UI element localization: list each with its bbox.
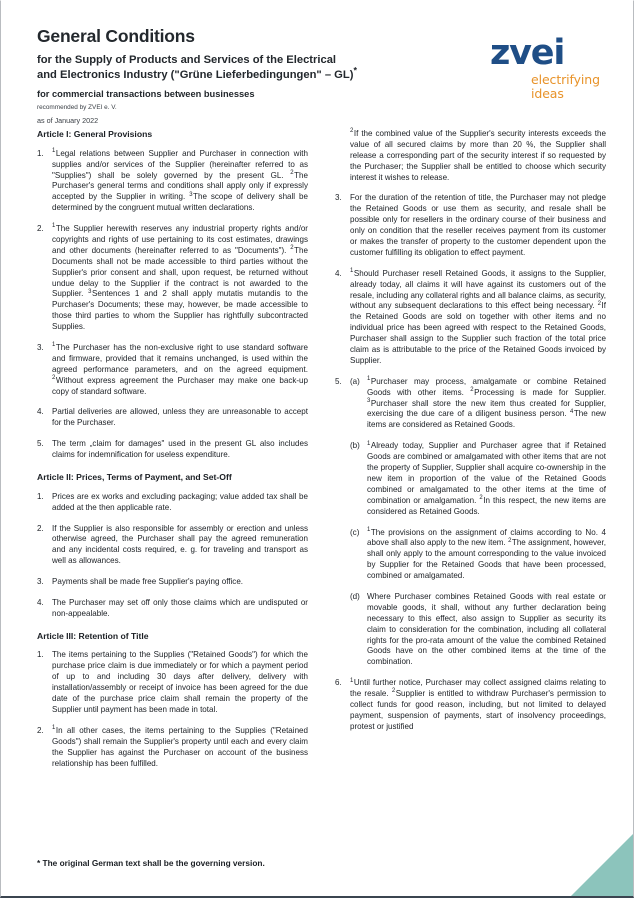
clause-number: 2. [37, 725, 44, 735]
footnote: * The original German text shall be the governing version. [37, 858, 265, 869]
sentence-number: 2 [290, 169, 294, 176]
numbered-clause [37, 577, 308, 588]
numbered-clause [335, 269, 606, 367]
clause-number [335, 592, 350, 668]
sentence-number: 2 [479, 495, 483, 502]
zvei-wordmark: zvei [490, 33, 565, 73]
page-title: General Conditions [37, 26, 195, 46]
sentence-number: 2 [290, 245, 294, 252]
clause-letter: (b) [350, 441, 360, 451]
sentence-number: 2 [391, 688, 396, 695]
zvei-logo [487, 33, 615, 102]
clause-text: $^1$Already today, Supplier and Purchaser agree that if Retained Goods are combined or amalgamated with other items that are not the property of Supplier, Supplier shall acquire co-ownership in the new item in proportion of the value of the Retained Goods combined or amalgamated to the other items at the time of combination or amalgamation. $^2$In this respect, the new items are considered as Retained Goods. [367, 440, 606, 516]
sentence-number: 1 [350, 677, 354, 684]
numbered-clause [37, 407, 308, 429]
sentence-number: 3 [367, 397, 371, 404]
document-scope-line: for commercial transactions between businesses [37, 88, 255, 99]
clause-number: 2. [37, 523, 44, 533]
article-2-items [37, 492, 308, 620]
article-1-items [37, 149, 308, 461]
document-recommended-by: recommended by ZVEI e. V. [37, 103, 117, 111]
clause-text: $^1$Purchaser may process, amalgamate or combine Retained Goods with other items. $^2$Processing is made for Supplier. $^3$Purchaser shall store the new item thus created for Supplier, exercising the due care of a diligent business person. $^4$The new items are considered as Retained Goods. [367, 376, 606, 430]
sentence-number: 1 [367, 440, 371, 447]
numbered-clause [335, 678, 606, 732]
clause-6-group [335, 678, 606, 732]
clause-number: 4. [37, 407, 44, 417]
clause-letter: (a) [350, 376, 360, 386]
clause-number: 1. [37, 148, 44, 158]
clause-number: 1. [37, 650, 44, 660]
article-3-items [37, 650, 308, 769]
clause-number: 1. [37, 491, 44, 501]
clause-text: $^2$If the combined value of the Supplier's security interests exceeds the value of all secured claims by more than 20 %, the Supplier shall release a corresponding part of the security interest if so requested by the Purchaser; the Supplier shall be entitled to choose which security interest it wishes to release. [350, 128, 606, 182]
document-body-columns [37, 129, 607, 855]
clause-text: $^1$Legal relations between Supplier and Purchaser in connection with supplies and/or services of the Supplier (hereinafter referred to as "Supplies") shall be solely governed by the present GL. $^2$The Purchaser's general terms and conditions shall apply only if expressly accepted by the Supplier in writing. $^3$The scope of delivery shall be determined by the congruent mutual written declarations. [52, 148, 308, 213]
zvei-tagline-line2: ideas [531, 86, 564, 102]
clause-text: Prices are ex works and excluding packaging; value added tax shall be added at the then applicable rate. [52, 491, 308, 512]
clause-number: 3. [37, 577, 44, 587]
sentence-number: 2 [470, 387, 474, 394]
clause-number: 3. [335, 193, 342, 203]
zvei-tagline-line1: electrifying [531, 72, 600, 88]
clause-text: The items pertaining to the Supplies ("Retained Goods") for which the purchase price claim is due immediately or for which a payment period of up to and including 30 days after delivery, delivery with installation/assembly or receipt of invoice has been agreed for the due date of the purchase price claim shall remain the property of the Supplier until payment has been made in total. [52, 650, 308, 714]
sentence-number: 2 [350, 128, 354, 135]
lettered-clause [335, 377, 606, 431]
numbered-clause [37, 224, 308, 333]
clause-text: The Purchaser may set off only those claims which are undisputed or non-appealable. [52, 597, 308, 618]
lettered-clause [335, 528, 606, 582]
sentence-number: 3 [189, 191, 193, 198]
numbered-clause [37, 492, 308, 514]
article-heading-2: Article II: Prices, Terms of Payment, and Set-Off [37, 472, 232, 482]
lettered-clause [335, 592, 606, 668]
clause-text: $^1$Until further notice, Purchaser may collect assigned claims relating to the resale. $^2$Supplier is entitled to withdraw Purchaser's permission to collect funds for good reason, including, but not limited to delayed payment, suspension of payments, start of insolvency proceedings, protest or justified [350, 677, 607, 731]
lettered-clause [335, 441, 606, 517]
sentence-number: 2 [597, 300, 602, 307]
clause-number: 5. [335, 376, 342, 386]
sentence-number: 1 [367, 526, 371, 533]
clause-text: Where Purchaser combines Retained Goods with real estate or movable goods, it shall, without any further declaration being necessary to this effect, also assign to Supplier as security its claim to consideration for the combination, including all collateral rights for the pro-rata amount of the value the combined Retained Goods have on the other combined items at the time of the combination. [367, 591, 606, 667]
numbered-clause [37, 149, 308, 214]
right-column-items [335, 129, 606, 367]
sentence-number: 2 [52, 374, 56, 381]
clause-number: 3. [37, 342, 44, 352]
clause-text: Payments shall be made free Supplier's paying office. [52, 577, 244, 587]
clause-number: 2. [37, 224, 44, 234]
article-heading-1: Article I: General Provisions [37, 129, 153, 139]
right-column [335, 129, 606, 855]
clause-text: $^1$The provisions on the assignment of claims according to No. 4 above shall also apply to the new item. $^2$The assignment, however, shall only apply to the amount corresponding to the value invoiced by Supplier for the Retained Goods that have been processed, combined or amalgamated. [367, 526, 606, 581]
subtitle-footnote-marker: * [353, 65, 357, 76]
clause-text: If the Supplier is also responsible for assembly or erection and unless otherwise agreed, the Purchaser shall pay the agreed remuneration and any incidental costs required, e. g. for traveling and transport as well as allowances. [52, 523, 308, 566]
document-date-line: as of January 2022 [37, 115, 99, 125]
clause-5-group [335, 377, 606, 668]
clause-text: $^1$Should Purchaser resell Retained Goods, it assigns to the Supplier, already today, all claims it will have against its customers out of the resale, including any collateral rights and all balance claims, as security, without any subsequent declarations to this effect being necessary. $^2$If the Retained Goods are sold on together with other items and no individual price has been agreed with respect to the Retained Goods, Purchaser shall assign to the Supplier such fraction of the total price claim as is attributable to the price of the Retained Goods invoiced by Supplier. [350, 268, 606, 365]
clause-text: Partial deliveries are allowed, unless they are unreasonable to accept for the Purchaser. [52, 407, 308, 428]
numbered-clause [37, 439, 308, 461]
sentence-number: 1 [367, 376, 371, 383]
clause-letter: (d) [350, 591, 360, 601]
clause-text: $^1$The Purchaser has the non-exclusive right to use standard software and firmware, provided that it remains unchanged, is used within the agreed performance parameters, and on the agreed equipment. $^2$Without express agreement the Purchaser may make one back-up copy of standard software. [52, 342, 308, 396]
numbered-clause [335, 129, 606, 183]
numbered-clause [335, 193, 606, 258]
article-heading-3: Article III: Retention of Title [37, 630, 149, 641]
numbered-clause [37, 598, 308, 620]
sentence-number: 4 [570, 408, 574, 415]
sentence-number: 1 [52, 725, 56, 732]
sentence-number: 1 [52, 148, 56, 155]
sentence-number: 1 [52, 223, 56, 230]
numbered-clause [37, 343, 308, 397]
sentence-number: 1 [350, 268, 354, 275]
sentence-number: 1 [52, 342, 56, 349]
clause-text: The term „claim for damages" used in the present GL also includes claims for indemnification for useless expenditure. [52, 439, 308, 460]
clause-number: 4. [335, 268, 342, 278]
numbered-clause [37, 726, 308, 770]
numbered-clause [37, 524, 308, 568]
clause-number [335, 129, 350, 183]
document-subtitle-text: for the Supply of Products and Services of the Electrical and Electronics Industry ("Grüne Lieferbedingungen" – GL) [37, 54, 354, 82]
clause-text: $^1$In all other cases, the items pertaining to the Supplies ("Retained Goods") shall remain the Supplier's property until each and every claim the Supplier has against the Purchaser on account of the business relationship has been fulfilled. [52, 725, 308, 768]
sentence-number: 2 [508, 537, 512, 544]
clause-number: 5. [37, 439, 44, 449]
document-subtitle [37, 53, 357, 83]
clause-number [335, 441, 350, 517]
numbered-clause [37, 650, 308, 715]
clause-text: $^1$The Supplier herewith reserves any industrial property rights and/or copyrights and rights of use pertaining to its cost estimates, drawings and other documents (hereinafter referred to as "Documents"). $^2$The Documents shall not be made accessible to third parties without the Supplier's prior consent and shall, upon request, be returned without undue delay to the Supplier if the contract is not awarded to the Supplier. $^3$Sentences 1 and 2 shall apply mutatis mutandis to the Purchaser's Documents; these may, however, be made accessible to those third parties to whom the Supplier has rightfully subcontracted Supplies. [52, 223, 308, 332]
sentence-number: 3 [88, 288, 92, 295]
clause-number [335, 528, 350, 582]
clause-number: 4. [37, 597, 44, 607]
clause-letter: (c) [350, 527, 360, 537]
clause-text: For the duration of the retention of title, the Purchaser may not pledge the Retained Goods or use them as security, and resale shall be possible only for resellers in the ordinary course of their business and only on condition that the reseller receives payment from its customer or makes the transfer of property to the customer dependent upon the customer fulfilling its obligation to effect payment. [350, 193, 606, 257]
clause-number: 6. [335, 678, 342, 688]
left-column [37, 129, 308, 855]
